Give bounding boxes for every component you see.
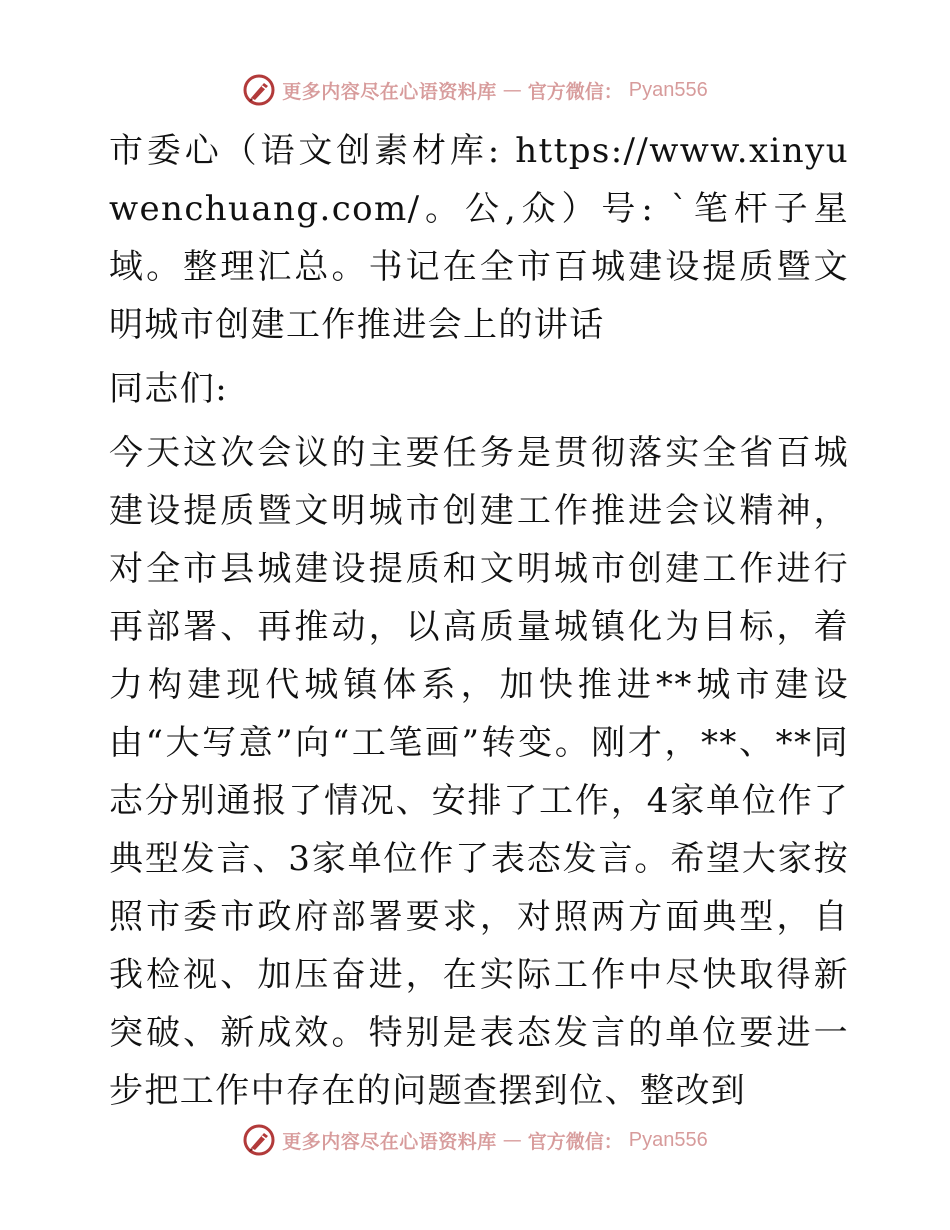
banner-text: 更多内容尽在心语资料库 [282,80,497,103]
body-paragraph: 今天这次会议的主要任务是贯彻落实全省百城建设提质暨文明城市创建工作推进会议精神，对全市县城建设提质和文明城市创建工作进行再部署、再推动，以高质量城镇化为目标，着力构建现代城镇体系，加快推进**城市建设由“大写意”向“工笔画”转变。刚才，**、**同志分别通报了情况、安排了工作，4家单位作了典型发言、3家单位作了表态发言。希望大家按照市委市政府部署要求，对照两方面典型，自我检视、加压奋进，在实际工作中尽快取得新突破、新成效。特别是表态发言的单位要进一步把工作中存在的问题查摆到位、整改到 [109,433,849,1111]
footer-banner [0,1120,950,1160]
banner-contact-label: 官方微信： [527,80,623,103]
banner-separator: — [502,79,522,101]
banner-contact-label: 官方微信： [527,1130,623,1153]
quill-pen-icon [242,73,276,107]
banner-handle: Pyan556 [628,78,708,101]
header-banner [0,70,950,110]
banner-text: 更多内容尽在心语资料库 [282,1130,497,1153]
footer-banner-inner [242,1123,708,1157]
banner-handle: Pyan556 [628,1128,708,1151]
document-body [97,122,849,1120]
quill-pen-icon [242,1123,276,1157]
greeting: 同志们: [109,369,229,409]
header-banner-inner [242,73,708,107]
document-title: 市委心（语文创素材库: https://www.xinyuwenchuang.com/。公,众）号: `笔杆子星域。整理汇总。书记在全市百城建设提质暨文明城市创建工作推进会上的讲话 [109,131,849,345]
banner-separator: — [502,1129,522,1151]
